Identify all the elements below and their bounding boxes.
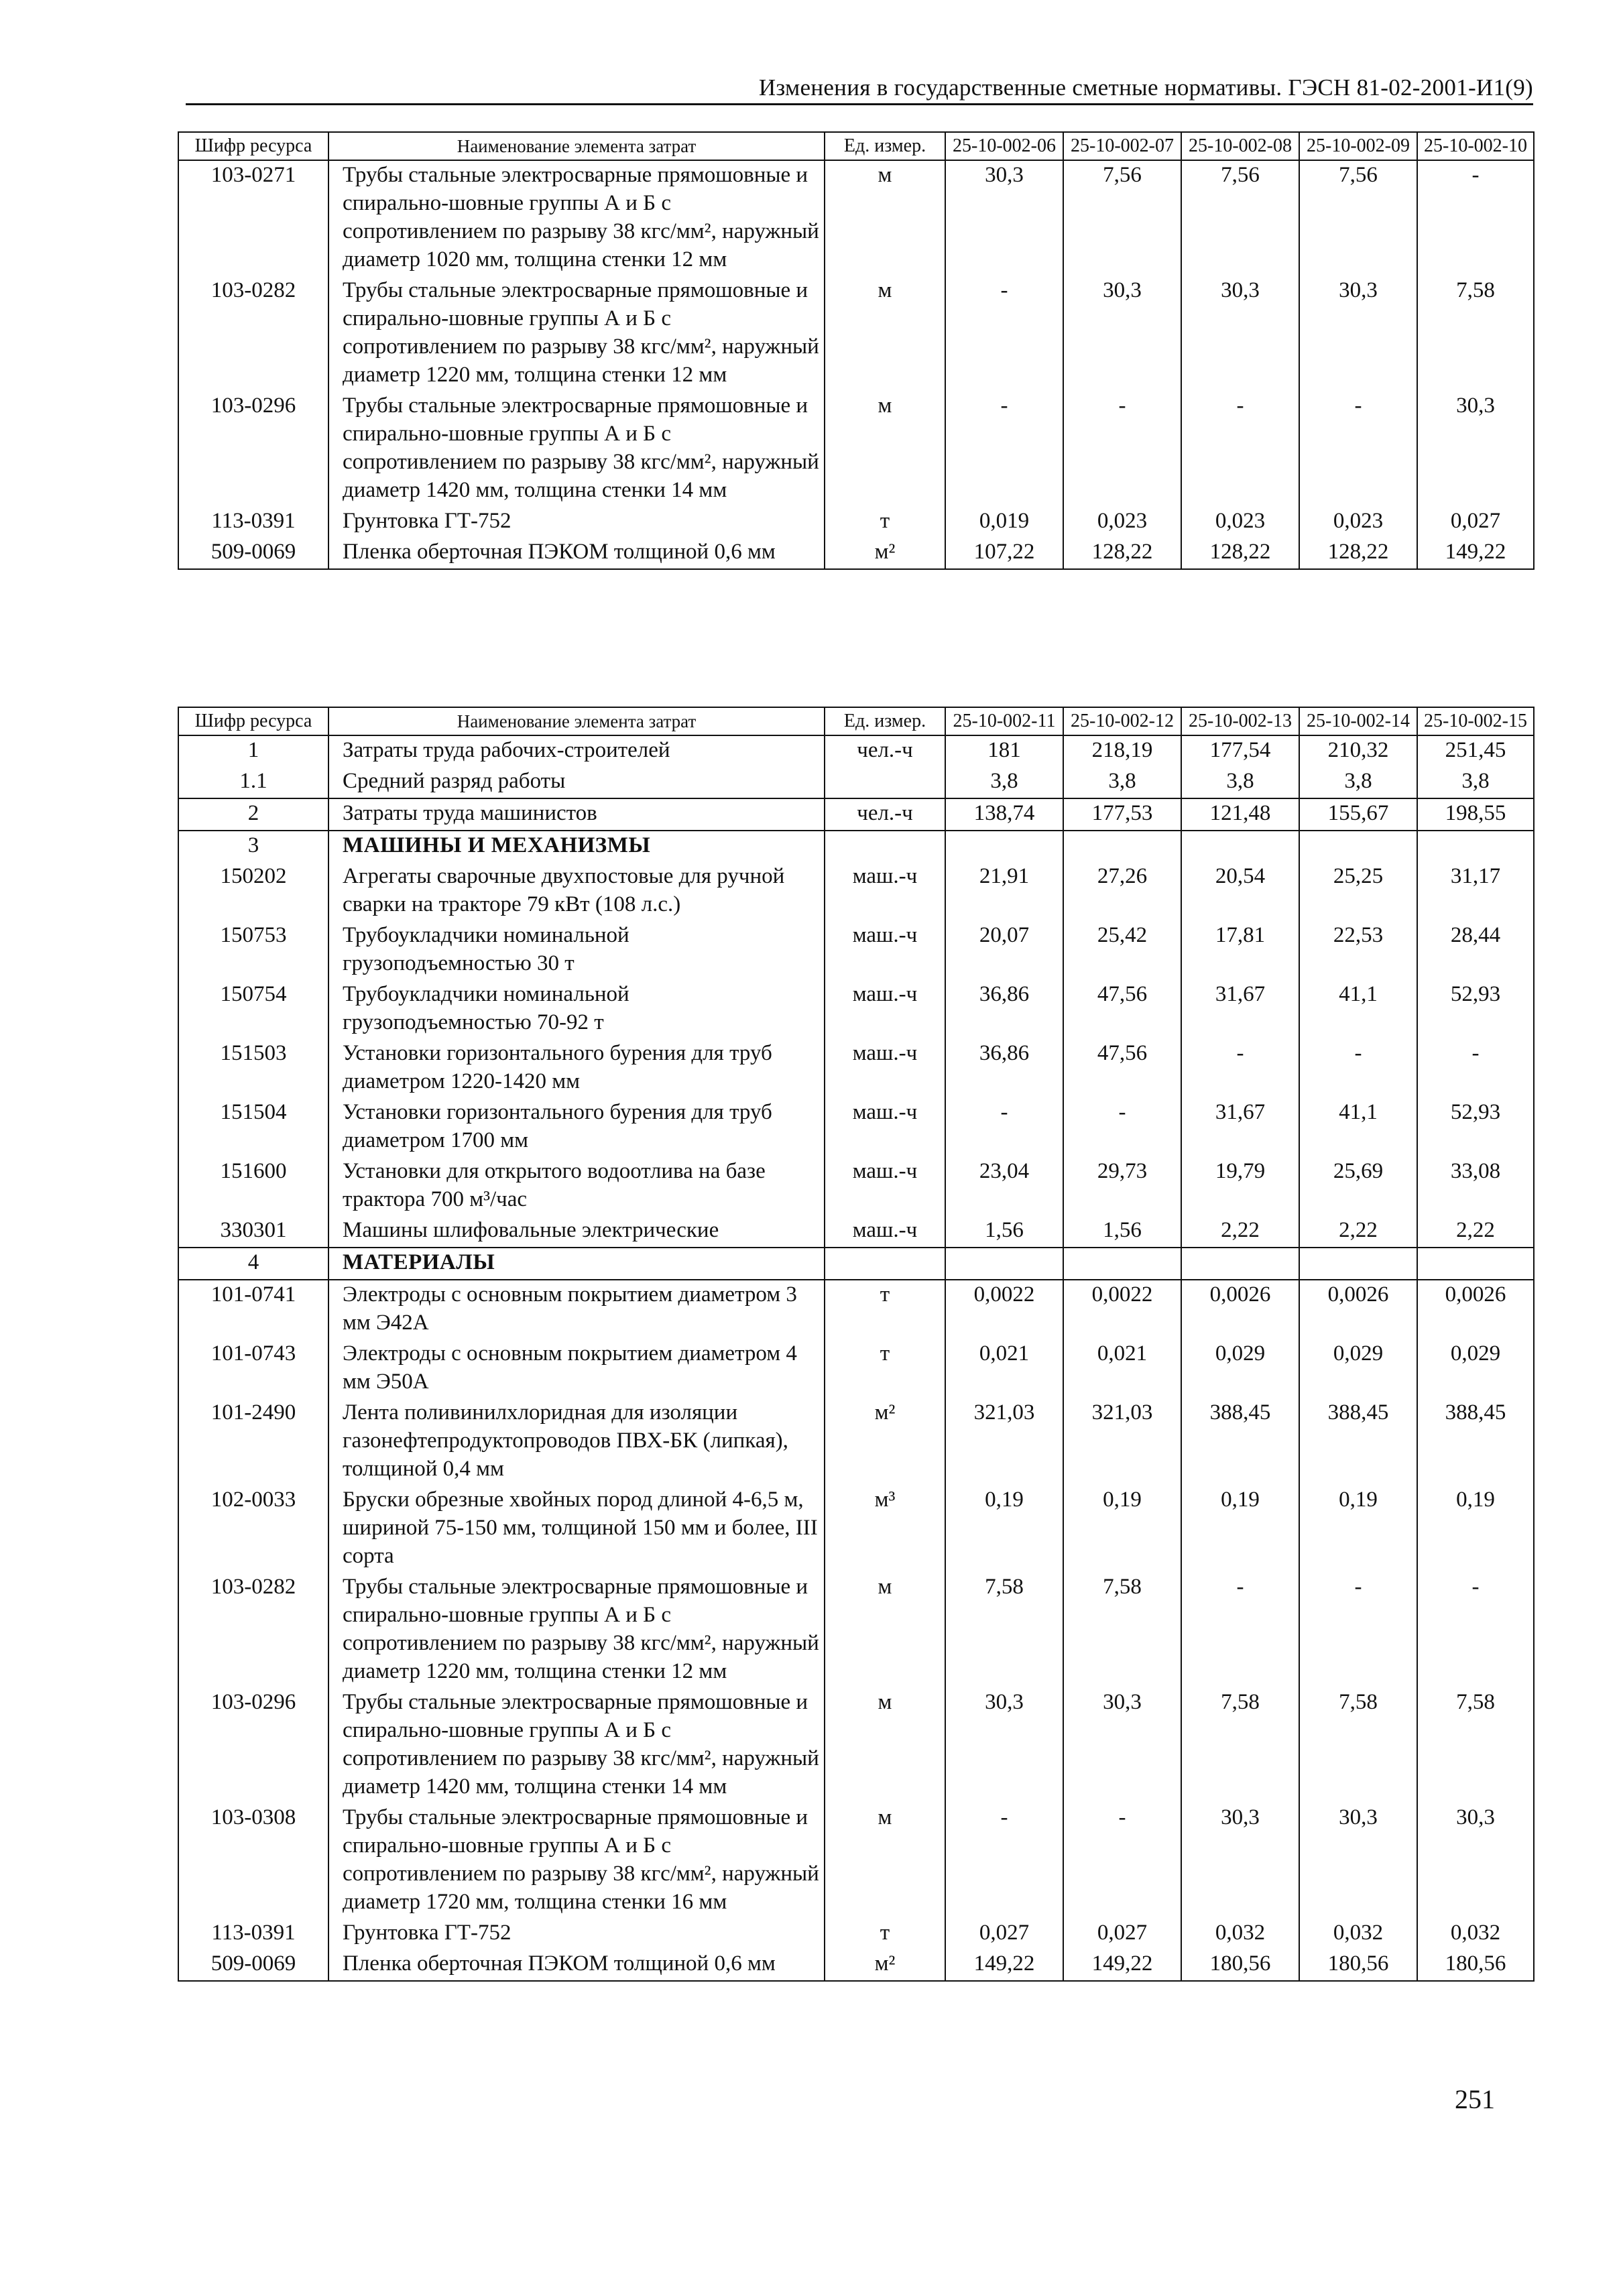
table-body (178, 735, 1534, 1981)
resource-unit: м² (825, 1949, 945, 1981)
norm-value: - (1181, 391, 1299, 507)
resource-name: Трубоукладчики номинальной грузоподъемностью 70-92 т (328, 980, 825, 1039)
norm-value: 20,07 (945, 921, 1063, 980)
norm-value: - (945, 1098, 1063, 1157)
page-number: 251 (1455, 2084, 1495, 2114)
norm-value: 0,029 (1299, 1339, 1417, 1398)
table-row (178, 1688, 1534, 1803)
norm-value: 128,22 (1299, 538, 1417, 569)
resource-code: 150202 (178, 862, 328, 921)
resource-unit: м (825, 1573, 945, 1688)
column-header-norm: 25-10-002-13 (1181, 707, 1299, 735)
column-header-norm: 25-10-002-08 (1181, 132, 1299, 160)
norm-value: 41,1 (1299, 1098, 1417, 1157)
norm-value: - (945, 1803, 1063, 1919)
resource-table-1 (178, 131, 1535, 570)
resource-unit: чел.-ч (825, 735, 945, 767)
resource-unit: т (825, 1339, 945, 1398)
table-row (178, 1573, 1534, 1688)
norm-value: 23,04 (945, 1157, 1063, 1216)
norm-value: 0,0022 (1063, 1280, 1181, 1339)
resource-code: 103-0308 (178, 1803, 328, 1919)
norm-value: 0,019 (945, 507, 1063, 538)
resource-unit: маш.-ч (825, 980, 945, 1039)
resource-name: Грунтовка ГТ-752 (328, 1919, 825, 1949)
resource-name: Пленка оберточная ПЭКОМ толщиной 0,6 мм (328, 1949, 825, 1981)
norm-value: 31,17 (1417, 862, 1534, 921)
norm-value: 30,3 (1417, 1803, 1534, 1919)
table-row (178, 1248, 1534, 1280)
resource-unit: м³ (825, 1486, 945, 1573)
resource-code: 1.1 (178, 767, 328, 798)
norm-value: 218,19 (1063, 735, 1181, 767)
table-row (178, 160, 1534, 276)
norm-value (1063, 1248, 1181, 1280)
table-row (178, 862, 1534, 921)
table-row (178, 1039, 1534, 1098)
resource-code: 150753 (178, 921, 328, 980)
resource-unit: м² (825, 538, 945, 569)
resource-unit (825, 767, 945, 798)
norm-value: 0,029 (1181, 1339, 1299, 1398)
norm-value (1181, 1248, 1299, 1280)
table-row (178, 1949, 1534, 1981)
column-header-norm: 25-10-002-11 (945, 707, 1063, 735)
resource-unit: маш.-ч (825, 1157, 945, 1216)
table-header-row (178, 707, 1534, 735)
norm-value: 30,3 (1181, 1803, 1299, 1919)
norm-value: - (1417, 1039, 1534, 1098)
norm-value (1417, 831, 1534, 862)
norm-value: 0,027 (1417, 507, 1534, 538)
norm-value: 149,22 (1417, 538, 1534, 569)
norm-value (1299, 831, 1417, 862)
column-header-code: Шифр ресурса (178, 132, 328, 160)
norm-value: 7,58 (1181, 1688, 1299, 1803)
norm-value (1181, 831, 1299, 862)
norm-value: 0,023 (1063, 507, 1181, 538)
resource-code: 103-0296 (178, 1688, 328, 1803)
norm-value: 321,03 (1063, 1398, 1181, 1486)
resource-code: 4 (178, 1248, 328, 1280)
norm-value: 7,58 (1417, 276, 1534, 391)
norm-value: 30,3 (1299, 1803, 1417, 1919)
norm-value: 177,54 (1181, 735, 1299, 767)
resource-unit: м (825, 1688, 945, 1803)
header-title: Изменения в государственные сметные нормативы. ГЭСН 81-02-2001-И1(9) (758, 74, 1533, 101)
resource-name: Средний разряд работы (328, 767, 825, 798)
resource-code: 103-0282 (178, 276, 328, 391)
norm-value: 7,56 (1063, 160, 1181, 276)
norm-value: 19,79 (1181, 1157, 1299, 1216)
resource-name: Машины шлифовальные электрические (328, 1216, 825, 1248)
column-header-norm: 25-10-002-09 (1299, 132, 1417, 160)
table-row (178, 1098, 1534, 1157)
column-header-unit: Ед. измер. (825, 707, 945, 735)
norm-value: 33,08 (1417, 1157, 1534, 1216)
norm-value: 2,22 (1299, 1216, 1417, 1248)
resource-unit: м² (825, 1398, 945, 1486)
resource-name: МАШИНЫ И МЕХАНИЗМЫ (328, 831, 825, 862)
norm-value: 121,48 (1181, 798, 1299, 831)
norm-value: 0,021 (1063, 1339, 1181, 1398)
column-header-name: Наименование элемента затрат (328, 707, 825, 735)
norm-value: 7,58 (1299, 1688, 1417, 1803)
norm-value: - (945, 276, 1063, 391)
norm-value: - (1063, 391, 1181, 507)
norm-value: 177,53 (1063, 798, 1181, 831)
resource-unit: маш.-ч (825, 862, 945, 921)
column-header-norm: 25-10-002-14 (1299, 707, 1417, 735)
table-row (178, 1280, 1534, 1339)
resource-name: Трубы стальные электросварные прямошовные и спирально-шовные группы А и Б с сопротивлением по разрыву 38 кгс/мм², наружный диаметр 1220 мм, толщина стенки 12 мм (328, 276, 825, 391)
norm-value: 7,56 (1181, 160, 1299, 276)
resource-unit: маш.-ч (825, 921, 945, 980)
norm-value: 30,3 (1417, 391, 1534, 507)
column-header-unit: Ед. измер. (825, 132, 945, 160)
resource-name: Установки горизонтального бурения для труб диаметром 1220-1420 мм (328, 1039, 825, 1098)
norm-value: 3,8 (945, 767, 1063, 798)
norm-value: 3,8 (1063, 767, 1181, 798)
resource-code: 102-0033 (178, 1486, 328, 1573)
norm-value: 155,67 (1299, 798, 1417, 831)
norm-value: 0,19 (1299, 1486, 1417, 1573)
norm-value: 29,73 (1063, 1157, 1181, 1216)
resource-name: Пленка оберточная ПЭКОМ толщиной 0,6 мм (328, 538, 825, 569)
norm-value: 0,0026 (1299, 1280, 1417, 1339)
resource-code: 330301 (178, 1216, 328, 1248)
table-row (178, 1398, 1534, 1486)
norm-value: 0,19 (1417, 1486, 1534, 1573)
column-header-norm: 25-10-002-10 (1417, 132, 1534, 160)
resource-code: 151504 (178, 1098, 328, 1157)
norm-value: 251,45 (1417, 735, 1534, 767)
table-header-row (178, 132, 1534, 160)
norm-value: 30,3 (1181, 276, 1299, 391)
resource-name: Трубы стальные электросварные прямошовные и спирально-шовные группы А и Б с сопротивлением по разрыву 38 кгс/мм², наружный диаметр 1420 мм, толщина стенки 14 мм (328, 1688, 825, 1803)
resource-unit: м (825, 276, 945, 391)
table-row (178, 538, 1534, 569)
resource-unit (825, 831, 945, 862)
norm-value: 31,67 (1181, 980, 1299, 1039)
norm-value: 7,56 (1299, 160, 1417, 276)
norm-value: 3,8 (1299, 767, 1417, 798)
resource-unit: т (825, 1919, 945, 1949)
resource-code: 103-0271 (178, 160, 328, 276)
norm-value: - (1417, 1573, 1534, 1688)
norm-value: 36,86 (945, 1039, 1063, 1098)
norm-value: 47,56 (1063, 980, 1181, 1039)
norm-value: 0,032 (1299, 1919, 1417, 1949)
norm-value: 7,58 (945, 1573, 1063, 1688)
resource-name: Затраты труда машинистов (328, 798, 825, 831)
norm-value: 180,56 (1181, 1949, 1299, 1981)
norm-value: 27,26 (1063, 862, 1181, 921)
norm-value: 0,029 (1417, 1339, 1534, 1398)
norm-value: 0,023 (1181, 507, 1299, 538)
norm-value: 52,93 (1417, 1098, 1534, 1157)
resource-unit: т (825, 1280, 945, 1339)
resource-table-2 (178, 707, 1535, 1982)
resource-unit: маш.-ч (825, 1039, 945, 1098)
resource-code: 509-0069 (178, 1949, 328, 1981)
norm-value: 0,0026 (1181, 1280, 1299, 1339)
resource-name: Электроды с основным покрытием диаметром 3 мм Э42А (328, 1280, 825, 1339)
resource-code: 3 (178, 831, 328, 862)
resource-code: 509-0069 (178, 538, 328, 569)
table-row (178, 1486, 1534, 1573)
table-row (178, 276, 1534, 391)
norm-value: 0,0026 (1417, 1280, 1534, 1339)
column-header-norm: 25-10-002-07 (1063, 132, 1181, 160)
norm-value: 0,032 (1181, 1919, 1299, 1949)
norm-value: 30,3 (1063, 1688, 1181, 1803)
norm-value: 149,22 (945, 1949, 1063, 1981)
norm-value: - (945, 391, 1063, 507)
page-header (186, 72, 1533, 105)
table-row (178, 921, 1534, 980)
resource-name: Установки для открытого водоотлива на базе трактора 700 м³/час (328, 1157, 825, 1216)
table-row (178, 980, 1534, 1039)
norm-value: 25,69 (1299, 1157, 1417, 1216)
table-row (178, 1157, 1534, 1216)
norm-value: - (1063, 1803, 1181, 1919)
norm-value: 22,53 (1299, 921, 1417, 980)
resource-unit: м (825, 160, 945, 276)
norm-value: 31,67 (1181, 1098, 1299, 1157)
norm-value: 36,86 (945, 980, 1063, 1039)
resource-code: 151503 (178, 1039, 328, 1098)
norm-value: 0,027 (1063, 1919, 1181, 1949)
table-row (178, 735, 1534, 767)
table-row (178, 391, 1534, 507)
resource-name: Бруски обрезные хвойных пород длиной 4-6,5 м, шириной 75-150 мм, толщиной 150 мм и более, III сорта (328, 1486, 825, 1573)
norm-value: - (1299, 1039, 1417, 1098)
resource-name: МАТЕРИАЛЫ (328, 1248, 825, 1280)
column-header-norm: 25-10-002-15 (1417, 707, 1534, 735)
table-row (178, 831, 1534, 862)
resource-code: 101-0743 (178, 1339, 328, 1398)
resource-unit: м (825, 1803, 945, 1919)
norm-value: - (1063, 1098, 1181, 1157)
resource-name: Трубоукладчики номинальной грузоподъемностью 30 т (328, 921, 825, 980)
norm-value: 0,027 (945, 1919, 1063, 1949)
norm-value: 2,22 (1181, 1216, 1299, 1248)
resource-name: Трубы стальные электросварные прямошовные и спирально-шовные группы А и Б с сопротивлением по разрыву 38 кгс/мм², наружный диаметр 1720 мм, толщина стенки 16 мм (328, 1803, 825, 1919)
resource-unit: чел.-ч (825, 798, 945, 831)
norm-value (1063, 831, 1181, 862)
resource-code: 151600 (178, 1157, 328, 1216)
resource-unit: маш.-ч (825, 1216, 945, 1248)
resource-name: Трубы стальные электросварные прямошовные и спирально-шовные группы А и Б с сопротивлением по разрыву 38 кгс/мм², наружный диаметр 1020 мм, толщина стенки 12 мм (328, 160, 825, 276)
norm-value: 30,3 (1063, 276, 1181, 391)
norm-value: 0,023 (1299, 507, 1417, 538)
resource-unit: маш.-ч (825, 1098, 945, 1157)
resource-code: 103-0296 (178, 391, 328, 507)
norm-value: 149,22 (1063, 1949, 1181, 1981)
column-header-name: Наименование элемента затрат (328, 132, 825, 160)
resource-code: 101-0741 (178, 1280, 328, 1339)
norm-value: - (1417, 160, 1534, 276)
table-row (178, 1919, 1534, 1949)
norm-value: 47,56 (1063, 1039, 1181, 1098)
resource-code: 103-0282 (178, 1573, 328, 1688)
norm-value: - (1299, 1573, 1417, 1688)
resource-name: Установки горизонтального бурения для труб диаметром 1700 мм (328, 1098, 825, 1157)
resource-code: 1 (178, 735, 328, 767)
norm-value: 128,22 (1063, 538, 1181, 569)
norm-value: 0,032 (1417, 1919, 1534, 1949)
norm-value: 21,91 (945, 862, 1063, 921)
norm-value: 25,25 (1299, 862, 1417, 921)
column-header-norm: 25-10-002-06 (945, 132, 1063, 160)
norm-value: 2,22 (1417, 1216, 1534, 1248)
norm-value: 3,8 (1417, 767, 1534, 798)
resource-code: 101-2490 (178, 1398, 328, 1486)
resource-code: 113-0391 (178, 1919, 328, 1949)
norm-value: 30,3 (945, 1688, 1063, 1803)
norm-value: 128,22 (1181, 538, 1299, 569)
resource-code: 113-0391 (178, 507, 328, 538)
table-row (178, 1216, 1534, 1248)
norm-value: 321,03 (945, 1398, 1063, 1486)
norm-value: 1,56 (945, 1216, 1063, 1248)
norm-value: 0,0022 (945, 1280, 1063, 1339)
norm-value: 138,74 (945, 798, 1063, 831)
table-row (178, 1803, 1534, 1919)
norm-value (945, 1248, 1063, 1280)
norm-value: 180,56 (1417, 1949, 1534, 1981)
table-row (178, 798, 1534, 831)
table-row (178, 767, 1534, 798)
norm-value: 41,1 (1299, 980, 1417, 1039)
resource-unit: м (825, 391, 945, 507)
norm-value: 0,021 (945, 1339, 1063, 1398)
resource-name: Трубы стальные электросварные прямошовные и спирально-шовные группы А и Б с сопротивлением по разрыву 38 кгс/мм², наружный диаметр 1220 мм, толщина стенки 12 мм (328, 1573, 825, 1688)
resource-code: 150754 (178, 980, 328, 1039)
norm-value: 107,22 (945, 538, 1063, 569)
norm-value: 30,3 (1299, 276, 1417, 391)
column-header-norm: 25-10-002-12 (1063, 707, 1181, 735)
resource-name: Затраты труда рабочих-строителей (328, 735, 825, 767)
norm-value: - (1299, 391, 1417, 507)
resource-unit (825, 1248, 945, 1280)
norm-value: 198,55 (1417, 798, 1534, 831)
norm-value (1299, 1248, 1417, 1280)
norm-value: 30,3 (945, 160, 1063, 276)
resource-unit: т (825, 507, 945, 538)
norm-value: 20,54 (1181, 862, 1299, 921)
norm-value: 0,19 (1063, 1486, 1181, 1573)
norm-value (945, 831, 1063, 862)
table-row (178, 1339, 1534, 1398)
norm-value: 17,81 (1181, 921, 1299, 980)
norm-value: 181 (945, 735, 1063, 767)
norm-value: 388,45 (1417, 1398, 1534, 1486)
norm-value: - (1181, 1573, 1299, 1688)
resource-name: Лента поливинилхлоридная для изоляции газонефтепродуктопроводов ПВХ-БК (липкая), толщиной 0,4 мм (328, 1398, 825, 1486)
norm-value: 0,19 (945, 1486, 1063, 1573)
norm-value: 25,42 (1063, 921, 1181, 980)
norm-value: 28,44 (1417, 921, 1534, 980)
norm-value: - (1181, 1039, 1299, 1098)
resource-name: Электроды с основным покрытием диаметром 4 мм Э50А (328, 1339, 825, 1398)
norm-value (1417, 1248, 1534, 1280)
norm-value: 7,58 (1063, 1573, 1181, 1688)
norm-value: 1,56 (1063, 1216, 1181, 1248)
norm-value: 7,58 (1417, 1688, 1534, 1803)
norm-value: 210,32 (1299, 735, 1417, 767)
norm-value: 0,19 (1181, 1486, 1299, 1573)
norm-value: 52,93 (1417, 980, 1534, 1039)
norm-value: 180,56 (1299, 1949, 1417, 1981)
table-body (178, 160, 1534, 569)
norm-value: 3,8 (1181, 767, 1299, 798)
norm-value: 388,45 (1181, 1398, 1299, 1486)
resource-name: Грунтовка ГТ-752 (328, 507, 825, 538)
resource-code: 2 (178, 798, 328, 831)
resource-name: Трубы стальные электросварные прямошовные и спирально-шовные группы А и Б с сопротивлением по разрыву 38 кгс/мм², наружный диаметр 1420 мм, толщина стенки 14 мм (328, 391, 825, 507)
table-row (178, 507, 1534, 538)
column-header-code: Шифр ресурса (178, 707, 328, 735)
resource-name: Агрегаты сварочные двухпостовые для ручной сварки на тракторе 79 кВт (108 л.с.) (328, 862, 825, 921)
norm-value: 388,45 (1299, 1398, 1417, 1486)
